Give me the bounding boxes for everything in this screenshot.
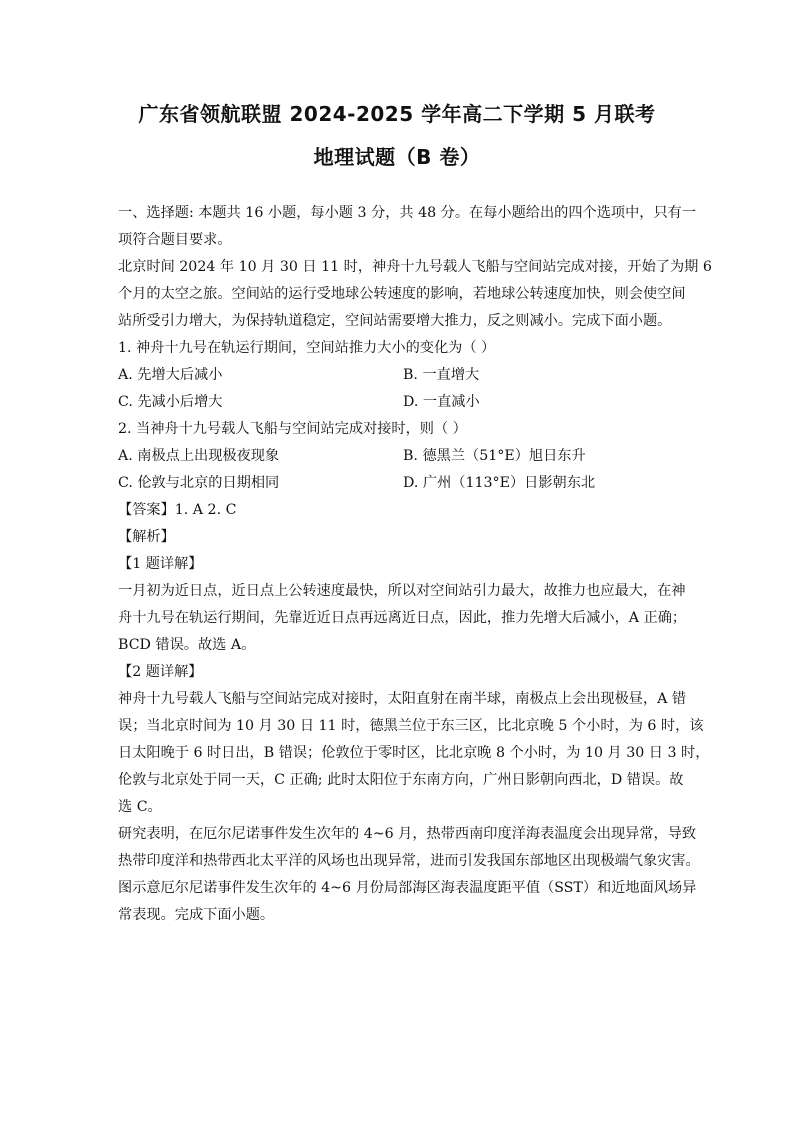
question-1-option-d: D. 一直减小 — [403, 394, 480, 410]
passage-line: 北京时间 2024 年 10 月 30 日 11 时，神舟十九号载人飞船与空间站完成对接，开始了为期 6 — [118, 259, 712, 275]
detail-2-label: 【2 题详解】 — [118, 664, 203, 680]
detail-1-line: BCD 错误。故选 A。 — [118, 637, 256, 653]
exam-title: 广东省领航联盟 2024-2025 学年高二下学期 5 月联考 — [138, 102, 656, 126]
detail-1-line: 一月初为近日点，近日点上公转速度最快，所以对空间站引力最大，故推力也应最大，在神 — [118, 583, 686, 599]
analysis-label: 【解析】 — [118, 529, 175, 545]
question-1-option-b: B. 一直增大 — [403, 367, 480, 383]
section-instruction-line: 一、选择题: 本题共 16 小题，每小题 3 分，共 48 分。在每小题给出的四个选项中，只有一 — [118, 205, 697, 221]
detail-1-line: 舟十九号在轨运行期间，先靠近近日点再远离近日点，因此，推力先增大后减小，A 正确； — [118, 610, 687, 626]
detail-2-line: 伦敦与北京处于同一天，C 正确; 此时太阳位于东南方向，广州日影朝向西北，D 错误。故 — [118, 772, 684, 788]
passage-line: 个月的太空之旅。空间站的运行受地球公转速度的影响，若地球公转速度加快，则会使空间 — [118, 286, 686, 302]
passage-line: 常表现。完成下面小题。 — [118, 907, 275, 923]
question-1-option-c: C. 先减小后增大 — [118, 394, 223, 410]
detail-2-line: 日太阳晚于 6 时日出，B 错误；伦敦位于零时区，比北京晚 8 个小时，为 10 月 30 日 3 时， — [118, 745, 710, 761]
detail-2-line: 神舟十九号载人飞船与空间站完成对接时，太阳直射在南半球，南极点上会出现极昼，A 错 — [118, 691, 687, 707]
passage-line: 研究表明，在厄尔尼诺事件发生次年的 4~6 月，热带西南印度洋海表温度会出现异常，导致 — [118, 826, 697, 842]
question-2-option-a: A. 南极点上出现极夜现象 — [118, 448, 280, 464]
detail-2-line: 选 C。 — [118, 799, 162, 815]
exam-subtitle: 地理试题（B 卷） — [313, 145, 481, 169]
question-1-option-a: A. 先增大后减小 — [118, 367, 223, 383]
question-1-stem: 1. 神舟十九号在轨运行期间，空间站推力大小的变化为（ ） — [118, 340, 496, 356]
question-2-option-b: B. 德黑兰（51°E）旭日东升 — [403, 448, 586, 464]
passage-line: 图示意厄尔尼诺事件发生次年的 4~6 月份局部海区海表温度距平值（SST）和近地面风场异 — [118, 880, 697, 896]
passage-line: 热带印度洋和热带西北太平洋的风场也出现异常，进而引发我国东部地区出现极端气象灾害。 — [118, 853, 700, 869]
answer-line: 【答案】1. A 2. C — [118, 502, 237, 518]
section-instruction-line: 项符合题目要求。 — [118, 232, 232, 248]
detail-1-label: 【1 题详解】 — [118, 556, 203, 572]
question-2-option-c: C. 伦敦与北京的日期相同 — [118, 475, 280, 491]
question-2-stem: 2. 当神舟十九号载人飞船与空间站完成对接时，则（ ） — [118, 421, 467, 437]
passage-line: 站所受引力增大，为保持轨道稳定，空间站需要增大推力，反之则减小。完成下面小题。 — [118, 313, 672, 329]
detail-2-line: 误；当北京时间为 10 月 30 日 11 时，德黑兰位于东三区，比北京晚 5 个小时，为 6 时，该 — [118, 718, 704, 734]
question-2-option-d: D. 广州（113°E）日影朝东北 — [403, 475, 596, 491]
